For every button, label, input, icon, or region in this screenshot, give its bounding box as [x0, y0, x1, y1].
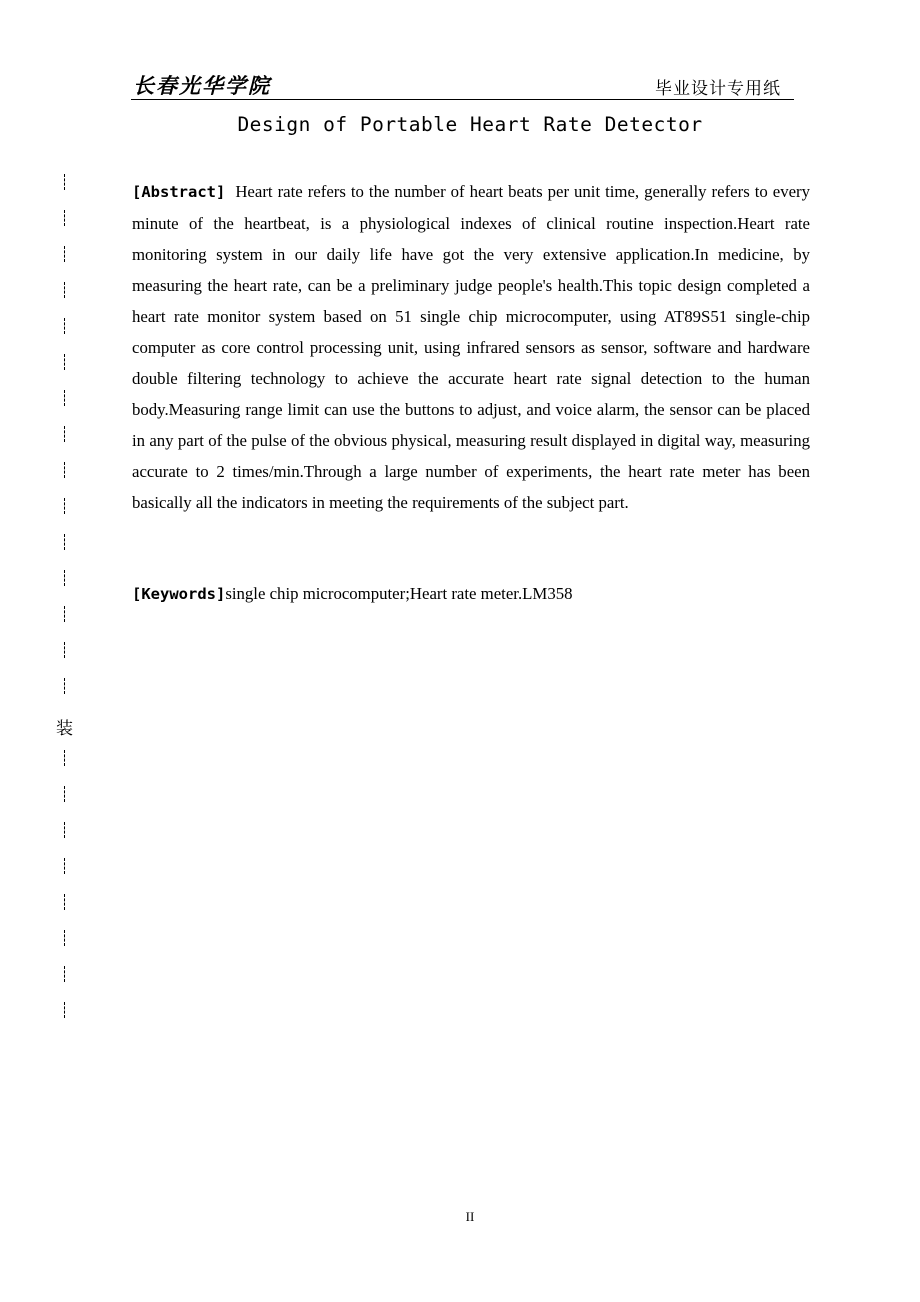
binding-dash — [64, 354, 65, 370]
binding-character: 装 — [56, 719, 73, 739]
institution-name: 长春光华学院 — [133, 74, 271, 98]
binding-dash — [64, 498, 65, 514]
binding-dash — [64, 282, 65, 298]
keywords-text: single chip microcomputer;Heart rate meter.LM358 — [225, 584, 573, 603]
keywords-line — [132, 578, 810, 610]
abstract-paragraph — [132, 176, 810, 518]
binding-dash — [64, 894, 65, 910]
binding-dash — [64, 462, 65, 478]
binding-dash — [64, 930, 65, 946]
binding-dash — [64, 786, 65, 802]
binding-dash — [64, 210, 65, 226]
binding-dash — [64, 534, 65, 550]
binding-dash — [64, 858, 65, 874]
binding-dash — [64, 318, 65, 334]
header-divider — [131, 99, 794, 100]
document-title: Design of Portable Heart Rate Detector — [237, 113, 703, 136]
binding-dash — [64, 750, 65, 766]
binding-dash — [64, 570, 65, 586]
binding-dash — [64, 426, 65, 442]
abstract-text: Heart rate refers to the number of heart beats per unit time, generally refers to every minute of the heartbeat, is a physiological indexes of clinical routine inspection.Heart rate monitoring system in our daily life have got the very extensive application.In medicine, by measuring the heart rate, can be a preliminary judge people's health.This topic design completed a heart rate monitor system based on 51 single chip microcomputer, using AT89S51 single-chip computer as core control processing unit, using infrared sensors as sensor, software and hardware double filtering technology to achieve the accurate heart rate signal detection to the human body.Measuring range limit can use the buttons to adjust, and voice alarm, the sensor can be placed in any part of the pulse of the obvious physical, measuring result displayed in digital way, measuring accurate to 2 times/min.Through a large number of experiments, the heart rate meter has been basically all the indicators in meeting the requirements of the subject part. — [132, 182, 811, 512]
binding-dash — [64, 246, 65, 262]
binding-dash — [64, 642, 65, 658]
binding-dash — [64, 1002, 65, 1018]
binding-dash — [64, 174, 65, 190]
page-number: II — [465, 1209, 475, 1224]
abstract-label: [Abstract] — [132, 183, 226, 201]
paper-label: 毕业设计专用纸 — [655, 79, 781, 99]
keywords-label: [Keywords] — [132, 585, 226, 603]
binding-dash — [64, 966, 65, 982]
binding-dash — [64, 606, 65, 622]
binding-dash — [64, 390, 65, 406]
binding-dash — [64, 822, 65, 838]
binding-dash — [64, 678, 65, 694]
